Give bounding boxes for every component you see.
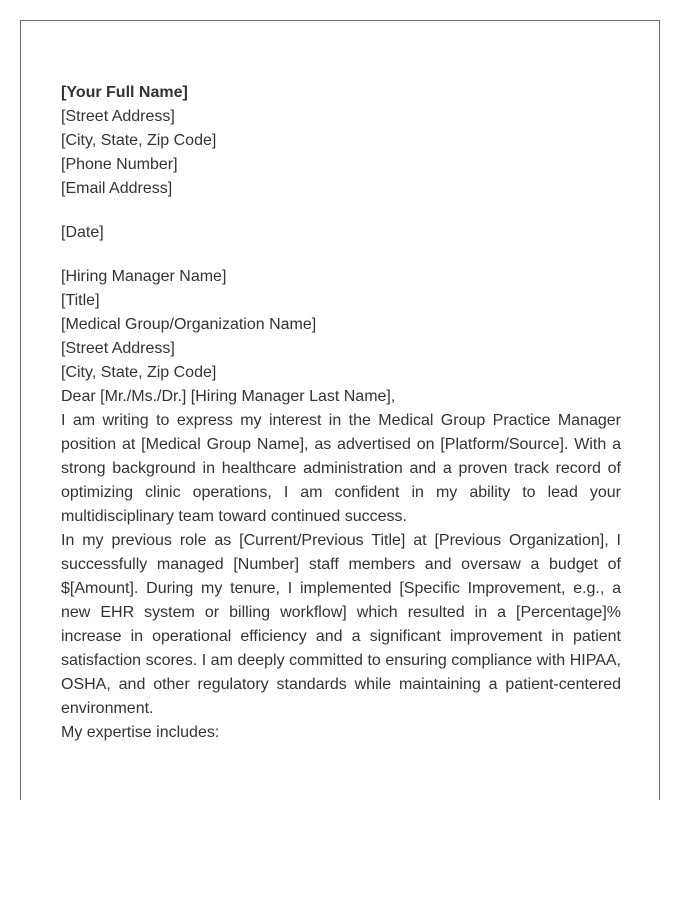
letter-content — [61, 81, 621, 745]
sender-city: [City, State, Zip Code] — [61, 132, 217, 149]
letter-page — [20, 20, 660, 800]
recipient-street: [Street Address] — [61, 340, 175, 357]
sender-phone: [Phone Number] — [61, 156, 178, 173]
recipient-name: [Hiring Manager Name] — [61, 268, 227, 285]
sender-email: [Email Address] — [61, 180, 173, 197]
body-paragraph: I am writing to express my interest in the Medical Group Practice Manager position at [Medical Group Name], as advertised on [Platform/Source]. With a strong background in healthcare administration and a proven track record of optimizing clinic operations, I am confident in my ability to lead your multidisciplinary team toward continued success. — [61, 412, 621, 525]
sender-street: [Street Address] — [61, 108, 175, 125]
sender-name: [Your Full Name] — [61, 84, 188, 101]
recipient-title: [Title] — [61, 292, 100, 309]
expertise-intro: My expertise includes: — [61, 724, 220, 741]
sender-address-block — [61, 81, 621, 201]
body-paragraph: In my previous role as [Current/Previous Title] at [Previous Organization], I successfully managed [Number] staff members and oversaw a budget of $[Amount]. During my tenure, I implemented [Specific Improvement, e.g., a new EHR system or billing workflow] which resulted in a [Percentage]% increase in operational efficiency and a significant improvement in patient satisfaction scores. I am deeply committed to ensuring compliance with HIPAA, OSHA, and other regulatory standards while maintaining a patient-centered environment. — [61, 532, 621, 717]
date-block — [61, 221, 621, 245]
salutation: Dear [Mr./Ms./Dr.] [Hiring Manager Last Name], — [61, 388, 396, 405]
recipient-address-block — [61, 265, 621, 385]
letter-date: [Date] — [61, 224, 104, 241]
recipient-organization: [Medical Group/Organization Name] — [61, 316, 317, 333]
recipient-city: [City, State, Zip Code] — [61, 364, 217, 381]
